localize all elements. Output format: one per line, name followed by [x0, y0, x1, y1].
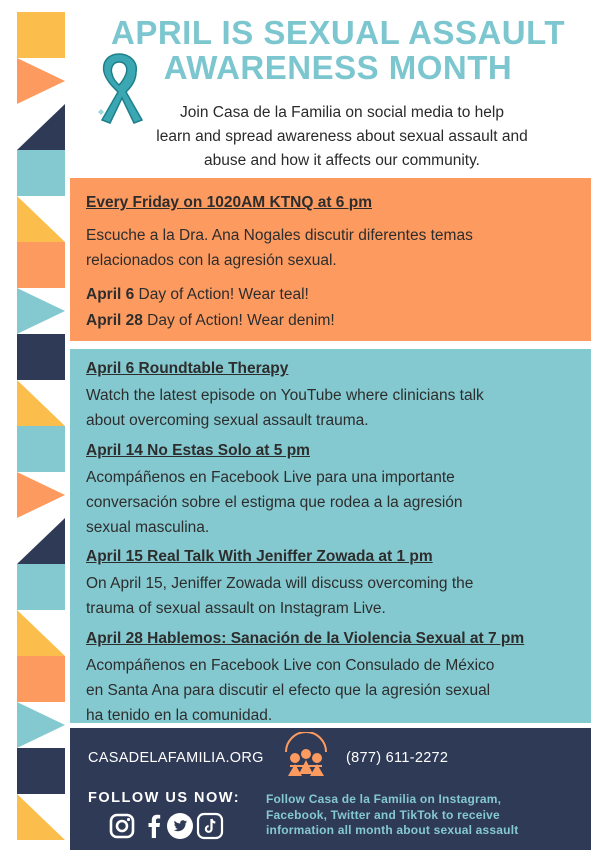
- description-line: relacionados con la agresión sexual.: [86, 252, 337, 269]
- strip-shape: [17, 104, 65, 150]
- follow-description: [266, 792, 588, 839]
- description-line: On April 15, Jeniffer Zowada will discuss overcoming the: [86, 575, 474, 592]
- description-line: en Santa Ana para discutir el efecto que la agresión sexual: [86, 682, 491, 699]
- event-heading: April 28 Hablemos: Sanación de la Violencia Sexual at 7 pm: [86, 630, 525, 647]
- event-item: [86, 441, 581, 540]
- radio-schedule-box: [70, 178, 591, 341]
- strip-shape: [17, 380, 65, 426]
- strip-shape: [17, 656, 65, 702]
- events-box: [70, 349, 591, 723]
- strip-tile: [17, 380, 65, 426]
- strip-shape: [17, 242, 65, 288]
- phone-number[interactable]: (877) 611-2272: [346, 750, 449, 766]
- strip-shape: [17, 150, 65, 196]
- strip-shape: [17, 196, 65, 242]
- strip-shape: [17, 518, 65, 564]
- strip-tile: [17, 794, 65, 840]
- event-description: [86, 465, 581, 540]
- strip-shape: [17, 426, 65, 472]
- day-text: Day of Action! Wear denim!: [142, 312, 335, 329]
- footer: [70, 728, 591, 850]
- strip-tile: [17, 196, 65, 242]
- strip-shape: [17, 564, 65, 610]
- strip-shape: [17, 472, 65, 518]
- strip-tile: [17, 288, 65, 334]
- event-item: [86, 359, 581, 433]
- day-date: April 6: [86, 286, 135, 303]
- follow-label: FOLLOW US NOW:: [88, 790, 241, 806]
- strip-tile: [17, 610, 65, 656]
- instagram-icon[interactable]: [108, 812, 136, 840]
- strip-tile: [17, 242, 65, 288]
- day-text: Day of Action! Wear teal!: [134, 286, 309, 303]
- twitter-icon[interactable]: [166, 812, 194, 840]
- strip-tile: [17, 748, 65, 794]
- intro-line: Join Casa de la Familia on social media to help: [180, 104, 504, 121]
- strip-tile: [17, 656, 65, 702]
- description-line: about overcoming sexual assault trauma.: [86, 412, 369, 429]
- strip-shape: [17, 610, 65, 656]
- event-heading: April 6 Roundtable Therapy: [86, 360, 289, 377]
- description-line: Escuche a la Dra. Ana Nogales discutir diferentes temas: [86, 227, 473, 244]
- decorative-strip: [17, 12, 65, 848]
- event-heading: April 14 No Estas Solo at 5 pm: [86, 442, 310, 459]
- intro-text: [92, 101, 592, 173]
- strip-tile: [17, 472, 65, 518]
- description-line: conversación sobre el estigma que rodea a la agresión: [86, 494, 463, 511]
- strip-shape: [17, 288, 65, 334]
- event-item: [86, 629, 581, 728]
- day-of-action-2: [86, 308, 581, 333]
- follow-line: Facebook, Twitter and TikTok to receive: [266, 807, 500, 822]
- strip-tile: [17, 58, 65, 104]
- description-line: Acompáñenos en Facebook Live para una importante: [86, 469, 455, 486]
- strip-shape: [17, 334, 65, 380]
- strip-shape: [17, 794, 65, 840]
- follow-line: Follow Casa de la Familia on Instagram,: [266, 792, 502, 806]
- event-description: [86, 653, 581, 728]
- page-title-line2: AWARENESS MONTH: [163, 49, 513, 86]
- radio-heading: Every Friday on 1020AM KTNQ at 6 pm: [86, 194, 372, 211]
- description-line: ha tenido en la comunidad.: [86, 707, 273, 724]
- intro-line: learn and spread awareness about sexual assault and: [156, 128, 528, 145]
- description-line: Watch the latest episode on YouTube where clinicians talk: [86, 387, 484, 404]
- day-of-action-1: [86, 282, 581, 307]
- event-heading: April 15 Real Talk With Jeniffer Zowada at 1 pm: [86, 548, 433, 565]
- event-description: [86, 571, 581, 621]
- website-link[interactable]: CASADELAFAMILIA.ORG: [88, 750, 264, 766]
- casa-de-la-familia-logo-icon: [280, 732, 332, 784]
- strip-tile: [17, 12, 65, 58]
- description-line: Acompáñenos en Facebook Live con Consulado de México: [86, 657, 495, 674]
- strip-shape: [17, 12, 65, 58]
- strip-tile: [17, 334, 65, 380]
- intro-line: abuse and how it affects our community.: [204, 152, 480, 169]
- strip-tile: [17, 150, 65, 196]
- strip-shape: [17, 748, 65, 794]
- strip-tile: [17, 104, 65, 150]
- description-line: trauma of sexual assault on Instagram Live.: [86, 600, 386, 617]
- strip-tile: [17, 518, 65, 564]
- event-item: [86, 547, 581, 621]
- day-date: April 28: [86, 312, 143, 329]
- radio-description: [86, 223, 581, 273]
- facebook-icon[interactable]: [140, 812, 168, 840]
- strip-tile: [17, 702, 65, 748]
- description-line: sexual masculina.: [86, 519, 210, 536]
- event-description: [86, 383, 581, 433]
- strip-shape: [17, 702, 65, 748]
- strip-shape: [17, 58, 65, 104]
- strip-tile: [17, 564, 65, 610]
- page-title-line1: APRIL IS SEXUAL ASSAULT: [110, 14, 565, 51]
- follow-line: information all month about sexual assault: [266, 823, 519, 837]
- strip-tile: [17, 426, 65, 472]
- tiktok-icon[interactable]: [196, 812, 224, 840]
